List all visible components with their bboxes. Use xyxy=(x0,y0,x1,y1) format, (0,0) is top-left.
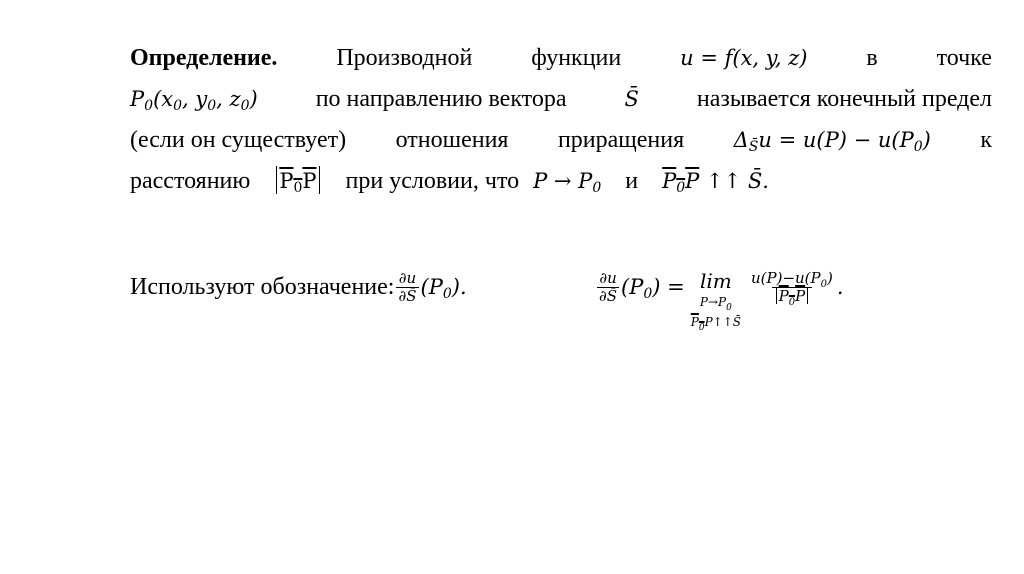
text-segment: приращения xyxy=(557,127,685,153)
derivative-fraction: $\frac{\partial u}{\partial S̄}$ xyxy=(599,268,618,305)
text-segment: отношения xyxy=(395,127,509,153)
formula-end: . xyxy=(836,275,844,299)
text-segment: расстоянию xyxy=(130,168,251,194)
text-segment: точке xyxy=(936,45,992,71)
text-segment: к xyxy=(980,127,992,153)
limit-formula xyxy=(595,262,844,333)
limit-condition-1: $P\to P_0$ xyxy=(699,295,732,313)
definition-line-2 xyxy=(130,79,992,120)
text-segment: функции xyxy=(531,45,622,71)
notation-short xyxy=(130,262,467,312)
text-segment: называется конечный предел xyxy=(696,86,992,112)
text-segment: при условии, что xyxy=(345,168,520,194)
increment-ratio: $\frac{u(P)-u(P_0)}{P_0P}$ xyxy=(750,268,833,308)
math-point: $P_0(x_0$, $y_0$, $z_0$) xyxy=(130,87,258,114)
definition-line-3 xyxy=(130,120,992,161)
text-segment: (если он существует) xyxy=(130,127,347,153)
limit-condition-2: $P_0P↑↑S̄$ xyxy=(690,315,741,333)
math-codirection: $P_0P$ ↑↑ S̄. xyxy=(662,169,769,196)
text-segment: Производной xyxy=(336,45,473,71)
limit-operator: lim $P\to P_0$ $P_0P↑↑S̄$ xyxy=(690,269,741,333)
notation-argument: $(P_0)$. xyxy=(420,275,467,302)
definition-line-1 xyxy=(130,38,992,79)
text-segment: и xyxy=(625,168,639,194)
math-function: u = f(x, y, z) xyxy=(680,46,808,70)
notation-label: Используют обозначение: xyxy=(130,273,395,300)
math-vector: S̄ xyxy=(624,87,639,111)
text-segment: в xyxy=(866,45,878,71)
math-increment: $\Delta_{S̄}u = u(P) - u(P_0)$ xyxy=(733,128,931,155)
math-distance: $P_0P$ xyxy=(274,161,321,202)
definition-line-4 xyxy=(130,161,992,202)
math-limit-condition: $P \to P_0$ xyxy=(533,169,602,196)
formula-argument: $(P_0)$ = xyxy=(621,275,685,302)
text-segment: по направлению вектора xyxy=(315,86,567,112)
derivative-fraction: $\frac{\partial u}{\partial S̄}$ xyxy=(398,268,417,305)
definition-paragraph xyxy=(130,38,992,202)
definition-heading: Определение. xyxy=(130,45,278,71)
